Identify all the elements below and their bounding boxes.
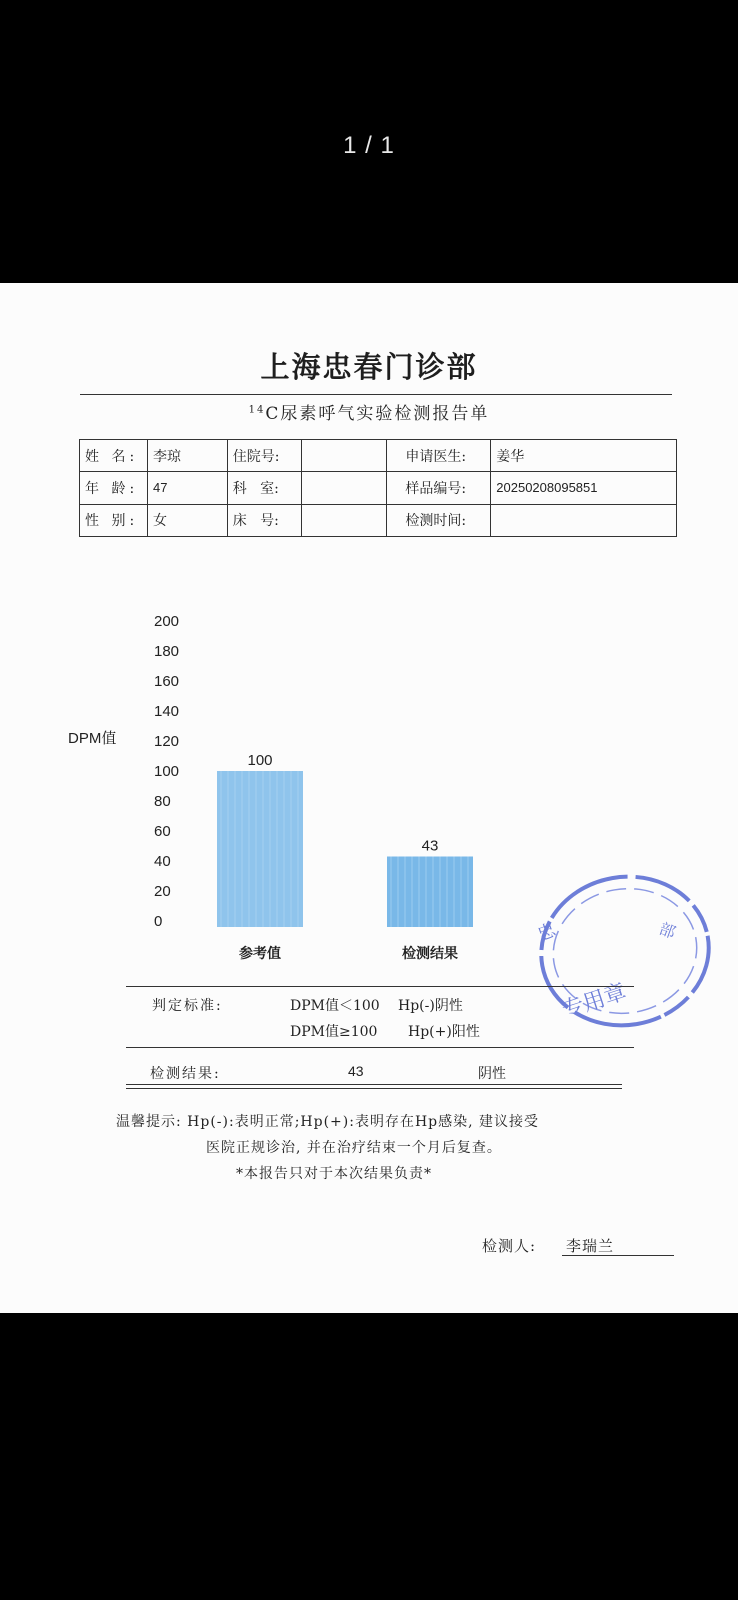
signature-line [562, 1255, 674, 1256]
y-tick-label: 100 [154, 763, 180, 780]
clinic-name: 上海忠春门诊部 [260, 350, 478, 384]
report-title [0, 399, 738, 424]
disclaimer: *本报告只对于本次结果负责* [236, 1166, 432, 1182]
result-double-rule-bottom [126, 1088, 622, 1089]
viewer-bottom-bar [0, 1313, 738, 1600]
y-axis-label: DPM值 [68, 730, 117, 747]
time-label: 检测时间: [387, 504, 491, 536]
sex-label: 性 别: [80, 504, 148, 536]
admission-value [301, 440, 387, 472]
age-value: 47 [147, 472, 227, 504]
y-tick-label: 140 [154, 703, 180, 720]
result-label: 检测结果: [150, 1066, 221, 1082]
criteria-label: 判定标准: [152, 998, 223, 1014]
y-tick-label: 60 [154, 823, 171, 840]
table-row [80, 504, 677, 536]
viewer-top-bar [0, 0, 738, 283]
data-label: 100 [247, 752, 273, 769]
page-counter: 1 / 1 [343, 132, 395, 159]
x-tick-label: 参考值 [239, 946, 281, 962]
criteria-1-condition: DPM值＜100 [290, 998, 380, 1014]
criteria-bottom-rule [126, 1047, 634, 1048]
tester-name: 李瑞兰 [566, 1237, 615, 1255]
bed-label: 床 号: [227, 504, 301, 536]
title-divider [80, 394, 672, 395]
name-value: 李琼 [147, 440, 227, 472]
result-text: 阴性 [478, 1066, 506, 1082]
report-title-superscript: 14 [248, 404, 266, 416]
bed-value [301, 504, 387, 536]
report-document [0, 283, 738, 1313]
svg-text:部: 部 [656, 918, 679, 943]
patient-info-table [79, 439, 677, 537]
result-double-rule-top [126, 1084, 622, 1085]
y-tick-label: 20 [154, 883, 171, 900]
dpm-bar-chart [50, 603, 610, 962]
official-seal [510, 903, 710, 1053]
data-label: 43 [421, 837, 439, 855]
report-title-text: C尿素呼气实验检测报告单 [265, 404, 490, 424]
y-tick-label: 0 [154, 913, 163, 930]
sex-value: 女 [147, 504, 227, 536]
sample-value: 20250208095851 [491, 472, 677, 504]
dept-value [301, 472, 387, 504]
tester-label: 检测人: [482, 1237, 537, 1255]
x-tick-label: 检测结果 [402, 946, 458, 962]
criteria-top-rule [126, 986, 634, 987]
result-value: 43 [348, 1063, 364, 1079]
bar-1 [217, 771, 303, 927]
criteria-1-result: Hp(-)阴性 [398, 998, 463, 1014]
time-value [491, 504, 677, 536]
bar-2 [387, 857, 473, 928]
tip-line-2: 医院正规诊治, 并在治疗结束一个月后复查。 [206, 1140, 502, 1156]
dept-label: 科 室: [227, 472, 301, 504]
criteria-2-result: Hp(+)阳性 [408, 1024, 480, 1040]
admission-label: 住院号: [227, 440, 301, 472]
y-tick-label: 200 [154, 613, 180, 630]
tip-line-1: 温馨提示: Hp(-):表明正常;Hp(+):表明存在Hp感染, 建议接受 [116, 1114, 540, 1130]
y-tick-label: 80 [154, 793, 171, 810]
criteria-2-condition: DPM值≥100 [290, 1024, 378, 1040]
y-tick-label: 160 [154, 673, 180, 690]
y-tick-label: 180 [154, 643, 180, 660]
doctor-value: 姜华 [491, 440, 677, 472]
svg-text:专用章: 专用章 [559, 979, 630, 1024]
table-row [80, 440, 677, 472]
y-tick-label: 120 [154, 733, 180, 750]
svg-text:忠: 忠 [534, 919, 559, 946]
name-label: 姓 名: [80, 440, 148, 472]
y-tick-label: 40 [154, 853, 171, 870]
table-row [80, 472, 677, 504]
sample-label: 样品编号: [387, 472, 491, 504]
doctor-label: 申请医生: [387, 440, 491, 472]
age-label: 年 龄: [80, 472, 148, 504]
